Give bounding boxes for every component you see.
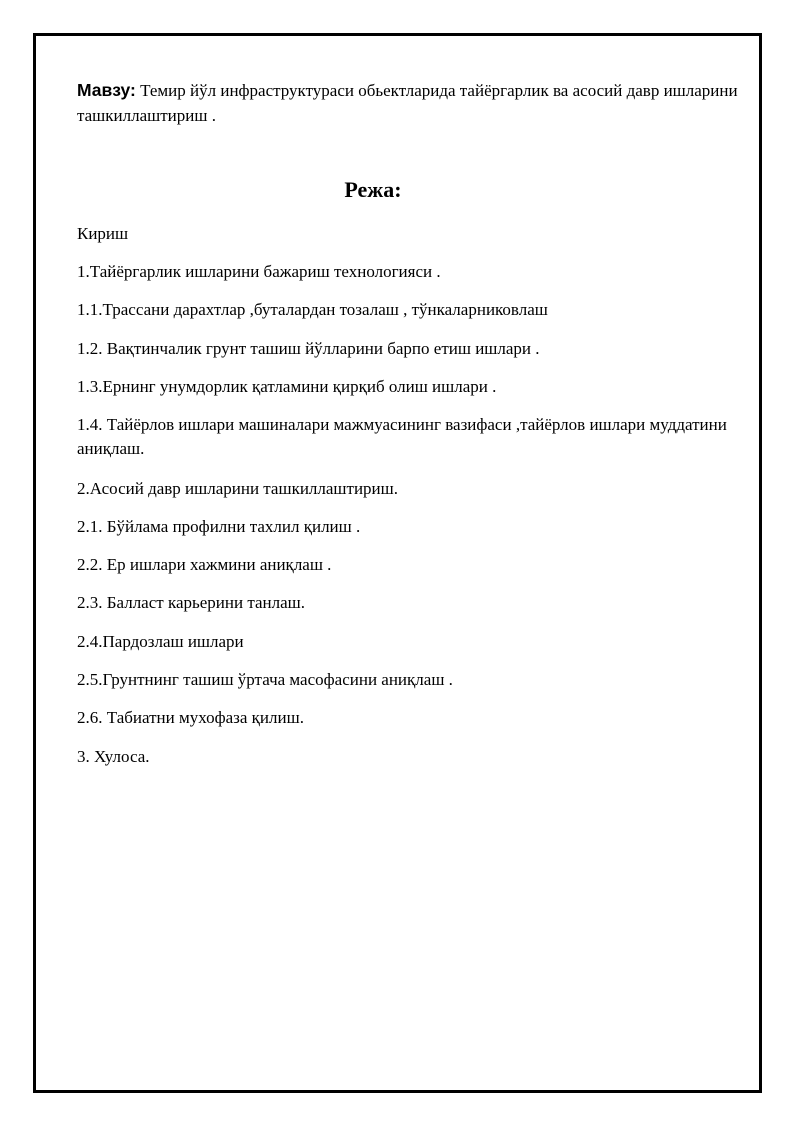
plan-item-1-2: 1.2. Вақтинчалик грунт ташиш йўлларини барпо етиш ишлари . <box>77 339 540 358</box>
plan-item-1: 1.Тайёргарлик ишларини бажариш технологияси . <box>77 262 441 281</box>
topic-text: Темир йўл инфраструктураси обьектларида тайёргарлик ва асосий давр ишларини ташкиллаштириш . <box>77 81 738 125</box>
plan-item-intro: Кириш <box>77 224 129 243</box>
plan-item-2-1: 2.1. Бўйлама профилни тахлил қилиш . <box>77 517 361 536</box>
plan-item-2-6: 2.6. Табиатни мухофаза қилиш. <box>77 708 304 727</box>
topic-paragraph <box>77 78 742 128</box>
plan-item-1-3: 1.3.Ернинг унумдорлик қатламини қирқиб олиш ишлари . <box>77 377 497 396</box>
topic-label: Мавзу: <box>77 80 136 100</box>
plan-item-2-5: 2.5.Грунтнинг ташиш ўртача масофасини аниқлаш . <box>77 670 453 689</box>
plan-item-3: 3. Хулоса. <box>77 747 150 766</box>
plan-item-2: 2.Асосий давр ишларини ташкиллаштириш. <box>77 479 398 498</box>
plan-item-2-4: 2.4.Пардозлаш ишлари <box>77 632 244 651</box>
plan-item-1-4: 1.4. Тайёрлов ишлари машиналари мажмуасининг вазифаси ,тайёрлов ишлари муддатини аниқлаш. <box>77 415 727 458</box>
plan-item-2-2: 2.2. Ер ишлари хажмини аниқлаш . <box>77 555 332 574</box>
plan-item-2-3: 2.3. Балласт карьерини танлаш. <box>77 593 305 612</box>
plan-heading: Режа: <box>344 177 402 202</box>
plan-item-1-1: 1.1.Трассани дарахтлар ,буталардан тозалаш , тўнкаларниковлаш <box>77 300 548 319</box>
